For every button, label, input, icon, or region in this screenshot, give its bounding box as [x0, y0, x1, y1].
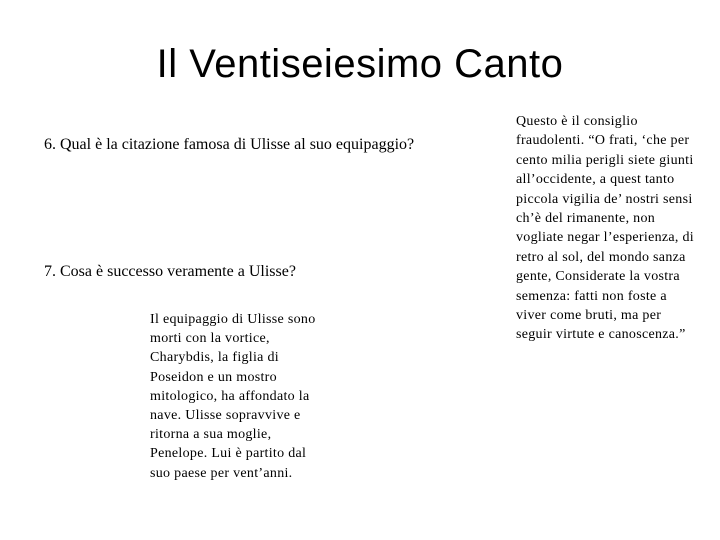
answer-7-text: Il equipaggio di Ulisse sono morti con la vortice, Charybdis, la figlia di Poseidon e un mostro mitologico, ha affondato la nave. Ulisse sopravvive e ritorna a sua moglie, Penelope. Lui è partito dal suo paese per vent’anni.	[150, 312, 316, 481]
question-6: 6. Qual è la citazione famosa di Ulisse al suo equipaggio?	[44, 136, 415, 153]
question-7: 7. Cosa è successo veramente a Ulisse?	[44, 263, 296, 280]
slide-title: Il Ventiseiesimo Canto	[156, 42, 564, 86]
answer-6-quote: Questo è il consiglio fraudolenti. “O frati, ‘che per cento milia perigli siete giunti all’occidente, a quest tanto piccola vigilia de’ nostri sensi ch’è del rimanente, non vogliate negar l’esperienza, di retro al sol, del mondo sanza gente, Considerate la vostra semenza: fatti non foste a viver come bruti, ma per seguir virtute e canoscenza.”	[516, 114, 694, 343]
